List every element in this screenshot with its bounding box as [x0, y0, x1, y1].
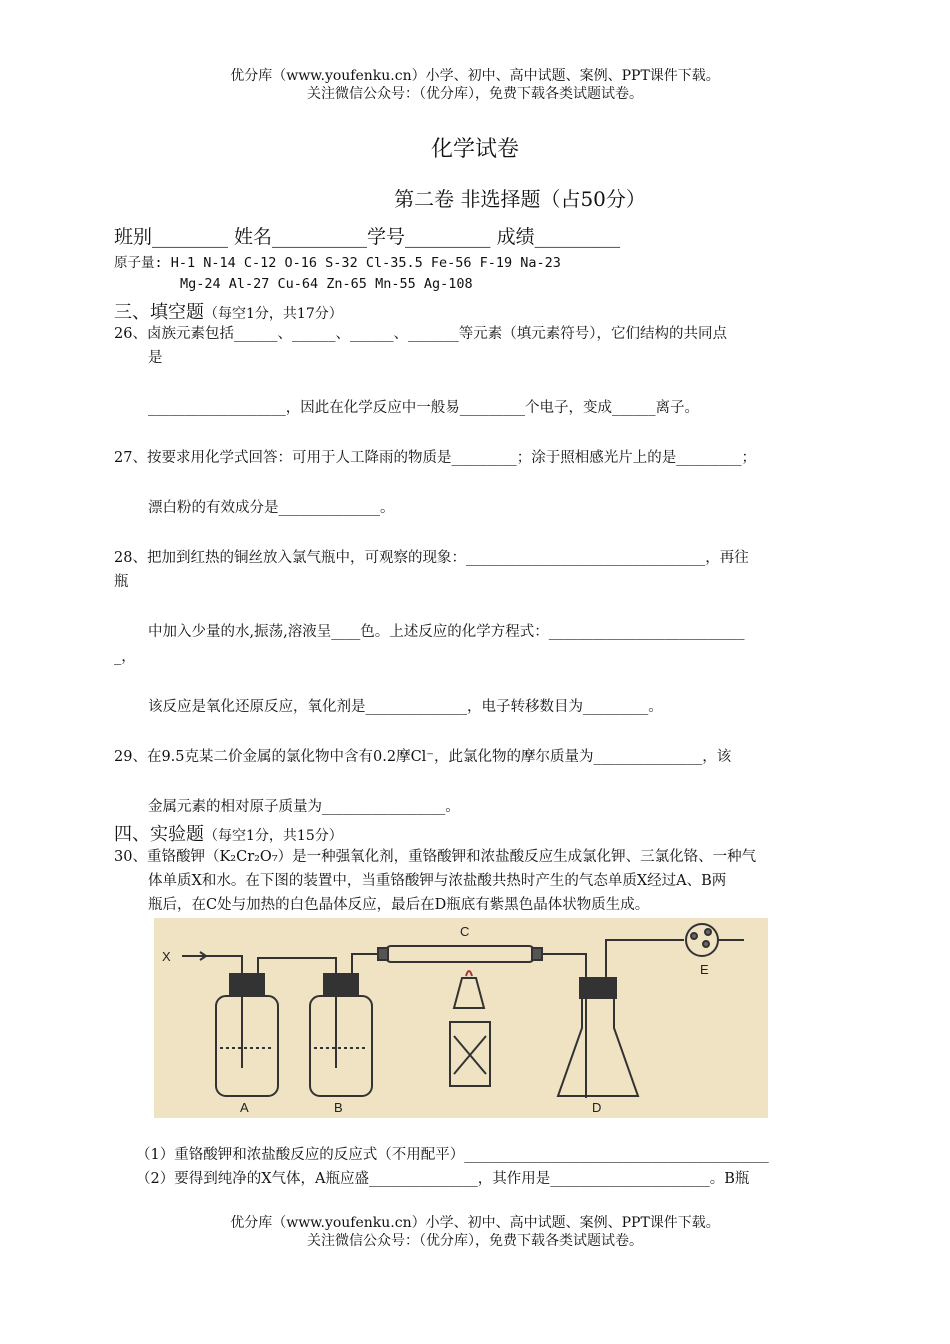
bottle-b — [310, 996, 372, 1096]
bulb-e — [686, 924, 718, 956]
q29-line-2: 金属元素的相对原子质量为_________________。 — [148, 799, 460, 815]
q28-line-3: 中加入少量的水,振荡,溶液呈____色。上述反应的化学方程式：___________________________ — [148, 624, 745, 640]
apparatus-figure — [154, 918, 768, 1118]
q28-line-2: 瓶 — [114, 574, 129, 590]
section-3-note: （每空1分，共17分） — [204, 306, 343, 322]
apparatus-diagram — [154, 918, 768, 1118]
q28-line-4: _， — [114, 649, 136, 665]
student-info-line: 班别________ 姓名__________学号_________ 成绩_________ — [114, 226, 621, 248]
q27-line-1: 27、按要求用化学式回答：可用于人工降雨的物质是_________；涂于照相感光片上的是_________； — [114, 450, 756, 466]
section-3-title: 三、填空题 — [114, 302, 204, 323]
page-title: 化学试卷 — [430, 137, 519, 162]
site-header-line-1: 优分库（www.youfenku.cn）小学、初中、高中试题、案例、PPT课件下载。 — [230, 68, 720, 84]
q27-line-2: 漂白粉的有效成分是______________。 — [148, 500, 395, 516]
q26-line-2: 是 — [148, 350, 163, 366]
flask-d — [558, 998, 638, 1096]
label-b: B — [334, 1100, 343, 1115]
alcohol-lamp — [454, 978, 484, 1008]
q30-line-3: 瓶后，在C处与加热的白色晶体反应，最后在D瓶底有紫黑色晶体状物质生成。 — [148, 897, 650, 913]
site-footer-line-1: 优分库（www.youfenku.cn）小学、初中、高中试题、案例、PPT课件下载。 — [230, 1215, 720, 1231]
q29-line-1: 29、在9.5克某二价金属的氯化物中含有0.2摩Cl⁻，此氯化物的摩尔质量为_______________，该 — [114, 749, 732, 765]
q28-line-5: 该反应是氧化还原反应，氧化剂是______________，电子转移数目为_________。 — [148, 699, 663, 715]
label-x: X — [162, 949, 171, 964]
q30-sub-1: （1）重铬酸钾和浓盐酸反应的反应式（不用配平）__________________________________________ — [136, 1147, 769, 1163]
site-footer-line-2: 关注微信公众号：（优分库），免费下载各类试题试卷。 — [307, 1233, 643, 1249]
section-4-title: 四、实验题 — [114, 824, 204, 845]
tube-c — [386, 946, 534, 962]
label-e: E — [700, 962, 709, 977]
label-a: A — [240, 1100, 249, 1115]
label-d: D — [592, 1100, 602, 1115]
q26-line-1: 26、卤族元素包括______、______、______、_______等元素（填元素符号），它们结构的共同点 — [114, 326, 727, 342]
bottle-a — [216, 996, 278, 1096]
atomic-mass-line-1: 原子量: H-1 N-14 C-12 O-16 S-32 Cl-35.5 Fe-56 F-19 Na-23 — [114, 255, 561, 271]
section-4-heading — [114, 820, 343, 846]
q30-sub-2: （2）要得到纯净的X气体，A瓶应盛_______________，其作用是______________________。B瓶 — [136, 1171, 750, 1187]
q28-line-1: 28、把加到红热的铜丝放入氯气瓶中，可观察的现象：_________________________________，再往 — [114, 550, 749, 566]
section-4-note: （每空1分，共15分） — [204, 828, 343, 844]
q30-line-2: 体单质X和水。在下图的装置中，当重铬酸钾与浓盐酸共热时产生的气态单质X经过A、B两 — [148, 873, 727, 889]
atomic-mass-line-2: Mg-24 Al-27 Cu-64 Zn-65 Mn-55 Ag-108 — [180, 276, 473, 292]
section-3-heading — [114, 298, 343, 324]
q30-line-1: 30、重铬酸钾（K₂Cr₂O₇）是一种强氧化剂，重铬酸钾和浓盐酸反应生成氯化钾、三氯化铬、一种气 — [114, 849, 757, 865]
q26-line-3: ___________________，因此在化学反应中一般易_________个电子，变成______离子。 — [148, 400, 699, 416]
site-header-line-2: 关注微信公众号：（优分库），免费下载各类试题试卷。 — [307, 86, 643, 102]
label-c: C — [460, 924, 470, 939]
page-subtitle: 第二卷 非选择题（占50分） — [394, 187, 646, 211]
